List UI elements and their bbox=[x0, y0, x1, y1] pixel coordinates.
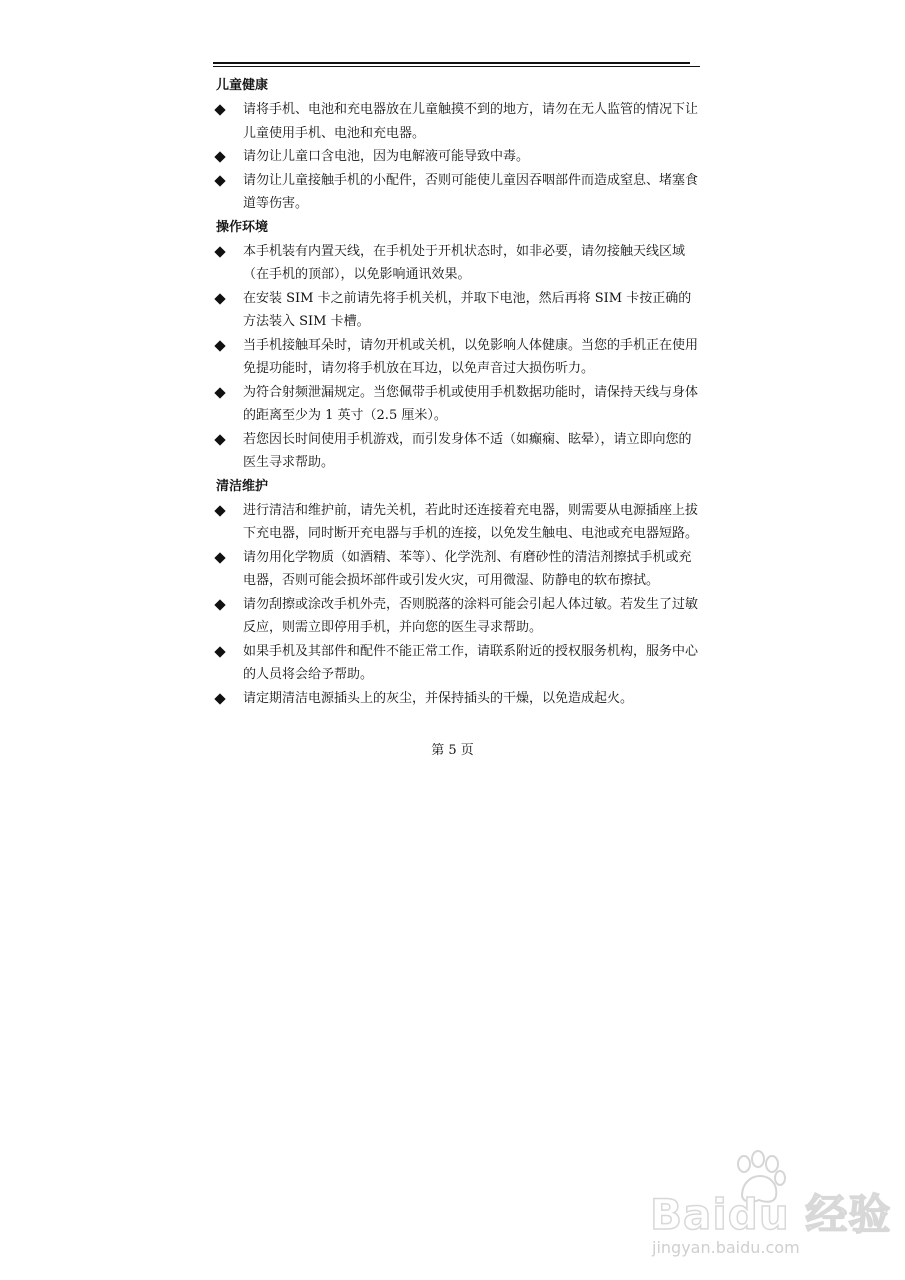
diamond-bullet-icon bbox=[214, 151, 225, 162]
section-heading: 操作环境 bbox=[216, 219, 269, 235]
header-rule-thick bbox=[213, 62, 690, 64]
diamond-bullet-icon bbox=[214, 175, 225, 186]
list-item bbox=[216, 546, 702, 593]
list-item-text: 请勿用化学物质（如酒精、苯等）、化学洗剂、有磨砂性的清洁剂擦拭手机或充电器，否则可能会损坏部件或引发火灾，可用微湿、防静电的软布擦拭。 bbox=[243, 549, 692, 588]
list-item bbox=[216, 499, 702, 546]
list-item-text: 请勿让儿童接触手机的小配件，否则可能使儿童因吞咽部件而造成窒息、堵塞食道等伤害。 bbox=[243, 172, 699, 211]
diamond-bullet-icon bbox=[214, 505, 225, 516]
list-item-text: 当手机接触耳朵时，请勿开机或关机，以免影响人体健康。当您的手机正在使用免提功能时，请勿将手机放在耳边，以免声音过大损伤听力。 bbox=[243, 337, 699, 376]
list-item bbox=[216, 287, 702, 334]
diamond-bullet-icon bbox=[214, 293, 225, 304]
list-item-text: 请定期清洁电源插头上的灰尘，并保持插头的干燥，以免造成起火。 bbox=[243, 690, 634, 706]
section-heading: 清洁维护 bbox=[216, 478, 269, 494]
diamond-bullet-icon bbox=[214, 693, 225, 704]
document-body bbox=[216, 74, 702, 710]
diamond-bullet-icon bbox=[214, 552, 225, 563]
section-heading: 儿童健康 bbox=[216, 78, 269, 93]
list-item-text: 进行清洁和维护前，请先关机，若此时还连接着充电器，则需要从电源插座上拔下充电器，同时断开充电器与手机的连接，以免发生触电、电池或充电器短路。 bbox=[243, 502, 699, 541]
list-item bbox=[216, 145, 702, 169]
list-item bbox=[216, 640, 702, 687]
list-item-text: 为符合射频泄漏规定。当您佩带手机或使用手机数据功能时，请保持天线与身体的距离至少为 1 英寸（2.5 厘米）。 bbox=[243, 384, 699, 423]
list-item bbox=[216, 98, 702, 145]
baidu-jingyan-watermark bbox=[640, 1150, 890, 1265]
list-item bbox=[216, 687, 702, 711]
header-rule-thin bbox=[213, 66, 700, 67]
diamond-bullet-icon bbox=[214, 646, 225, 657]
diamond-bullet-icon bbox=[214, 387, 225, 398]
list-item-text: 本手机装有内置天线，在手机处于开机状态时，如非必要，请勿接触天线区域（在手机的顶部），以免影响通讯效果。 bbox=[243, 243, 686, 282]
list-item bbox=[216, 428, 702, 475]
diamond-bullet-icon bbox=[214, 599, 225, 610]
list-item-text: 在安装 SIM 卡之前请先将手机关机，并取下电池，然后再将 SIM 卡按正确的方法装入 SIM 卡槽。 bbox=[243, 290, 692, 329]
list-item bbox=[216, 240, 702, 287]
list-item bbox=[216, 169, 702, 216]
list-item-text: 若您因长时间使用手机游戏，而引发身体不适（如癫痫、眩晕），请立即向您的医生寻求帮助。 bbox=[243, 431, 692, 470]
list-item-text: 请勿让儿童口含电池，因为电解液可能导致中毒。 bbox=[243, 149, 530, 164]
list-item-text: 请将手机、电池和充电器放在儿童触摸不到的地方，请勿在无人监管的情况下让儿童使用手机、电池和充电器。 bbox=[243, 102, 699, 141]
list-item bbox=[216, 334, 702, 381]
list-item-text: 如果手机及其部件和配件不能正常工作，请联系附近的授权服务机构，服务中心的人员将会给予帮助。 bbox=[243, 643, 699, 682]
header-rule bbox=[213, 62, 700, 68]
list-item bbox=[216, 381, 702, 428]
page-number: 第 5 页 bbox=[431, 743, 474, 758]
list-item-text: 请勿刮擦或涂改手机外壳，否则脱落的涂料可能会引起人体过敏。若发生了过敏反应，则需立即停用手机，并向您的医生寻求帮助。 bbox=[243, 596, 699, 635]
list-item bbox=[216, 593, 702, 640]
watermark-brand: Baidu 经验 bbox=[650, 1190, 892, 1239]
diamond-bullet-icon bbox=[214, 246, 225, 257]
diamond-bullet-icon bbox=[214, 434, 225, 445]
diamond-bullet-icon bbox=[214, 104, 225, 115]
diamond-bullet-icon bbox=[214, 340, 225, 351]
watermark-url: jingyan.baidu.com bbox=[652, 1238, 800, 1257]
